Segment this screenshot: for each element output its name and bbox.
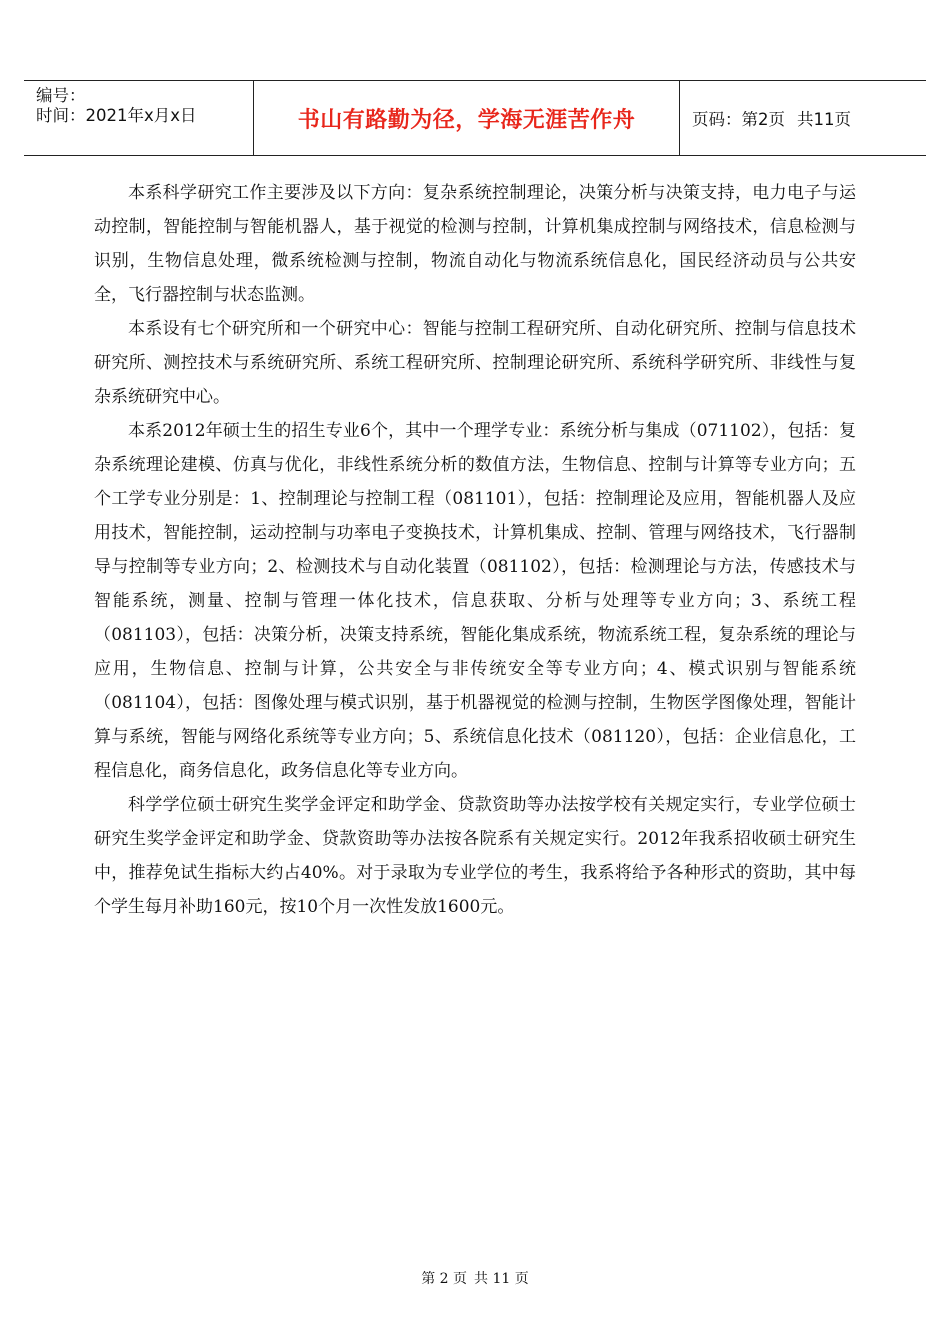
document-number-label: 编号：: [36, 86, 86, 105]
body-paragraph-3: 本系2012年硕士生的招生专业6个，其中一个理学专业：系统分析与集成（071102），包括：复杂系统理论建模、仿真与优化，非线性系统分析的数值方法，生物信息、控制与计算等专业方向；五个工学专业分别是：1、控制理论与控制工程（081101），包括：控制理论及应用，智能机器人及应用技术，智能控制，运动控制与功率电子变换技术，计算机集成、控制、管理与网络技术，飞行器制导与控制等专业方向；2、检测技术与自动化装置（081102），包括：检测理论与方法，传感技术与智能系统，测量、控制与管理一体化技术，信息获取、分析与处理等专业方向；3、系统工程（081103），包括：决策分析，决策支持系统，智能化集成系统，物流系统工程，复杂系统的理论与应用，生物信息、控制与计算，公共安全与非传统安全等专业方向；4、模式识别与智能系统（081104），包括：图像处理与模式识别，基于机器视觉的检测与控制，生物医学图像处理，智能计算与系统，智能与网络化系统等专业方向；5、系统信息化技术（081120），包括：企业信息化，工程信息化，商务信息化，政务信息化等专业方向。: [94, 421, 856, 781]
page-header: [24, 80, 926, 156]
page-footer: [0, 1268, 950, 1288]
body-paragraph-4: 科学学位硕士研究生奖学金评定和助学金、贷款资助等办法按学校有关规定实行，专业学位硕士研究生奖学金评定和助学金、贷款资助等办法按各院系有关规定实行。2012年我系招收硕士研究生中，推荐免试生指标大约占40%。对于录取为专业学位的考生，我系将给予各种形式的资助，其中每个学生每月补助160元，按10个月一次性发放1600元。: [94, 795, 856, 917]
footer-page-total: 共 11 页: [474, 1271, 529, 1287]
header-motto-cell: [254, 81, 680, 155]
document-body: [94, 176, 856, 924]
body-paragraph-2: 本系设有七个研究所和一个研究中心：智能与控制工程研究所、自动化研究所、控制与信息技术研究所、测控技术与系统研究所、系统工程研究所、控制理论研究所、系统科学研究所、非线性与复杂系统研究中心。: [94, 319, 856, 407]
header-page-number: 页码：第2页: [692, 110, 785, 129]
header-meta-cell: [24, 81, 254, 155]
header-page-total: 共11页: [797, 110, 851, 129]
header-motto: 书山有路勤为径，学海无涯苦作舟: [297, 107, 636, 133]
document-time-label: 时间：2021年x月x日: [36, 106, 197, 125]
footer-page-number: 第 2 页: [421, 1271, 468, 1287]
body-paragraph-1: 本系科学研究工作主要涉及以下方向：复杂系统控制理论，决策分析与决策支持，电力电子与运动控制，智能控制与智能机器人，基于视觉的检测与控制，计算机集成控制与网络技术，信息检测与识别，生物信息处理，微系统检测与控制，物流自动化与物流系统信息化，国民经济动员与公共安全，飞行器控制与状态监测。: [94, 183, 856, 305]
header-page-cell: [680, 81, 926, 155]
